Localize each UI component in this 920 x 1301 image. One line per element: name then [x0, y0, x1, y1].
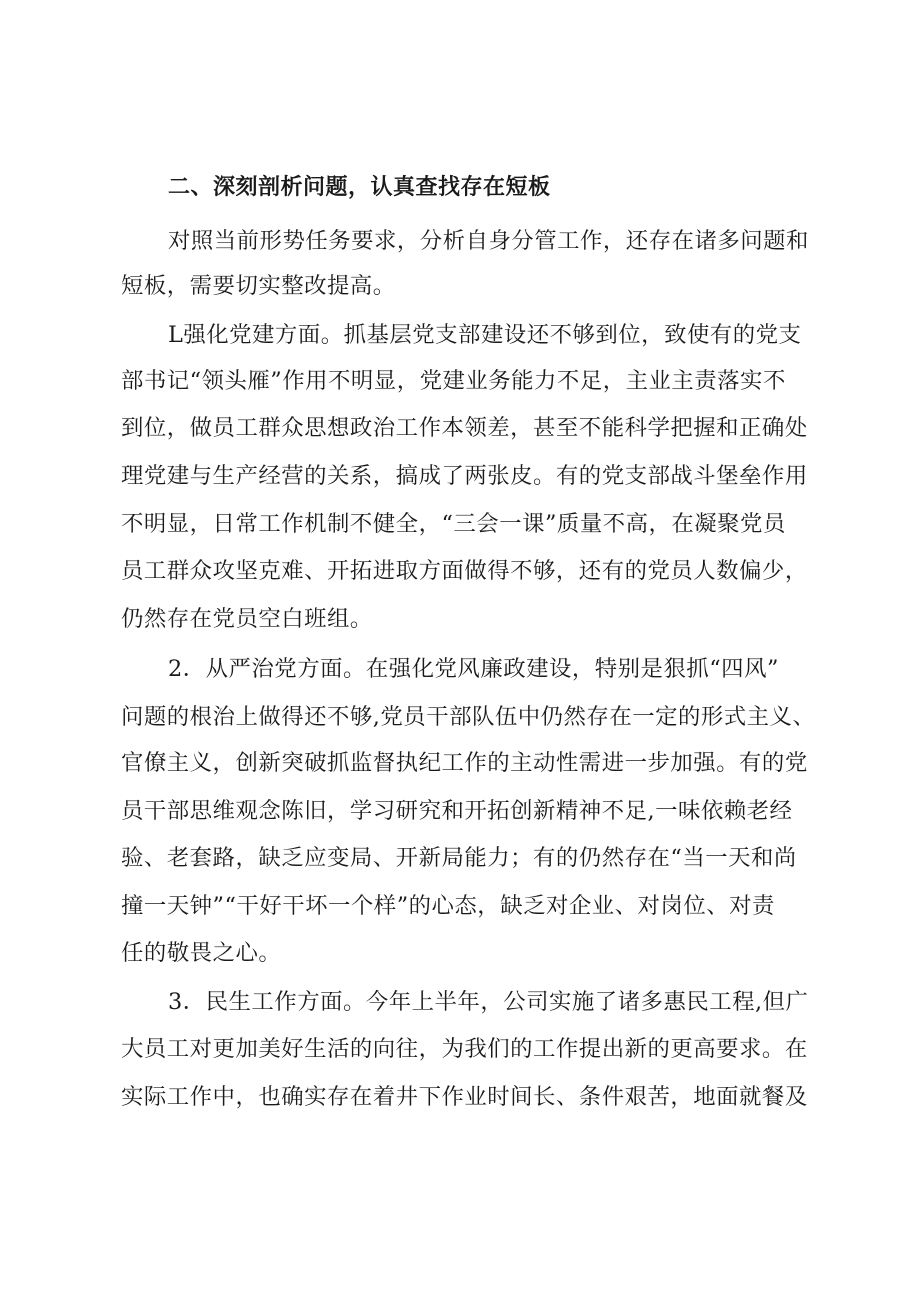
paragraph-line: 员工群众攻坚克难、开拓进取方面做得不够，还有的党员人数偏少， — [121, 558, 808, 584]
paragraph-line: 不明显，日常工作机制不健全，“三会一课”质量不高，在凝聚党员 — [121, 511, 786, 537]
paragraph-line: 短板，需要切实整改提高。 — [121, 273, 396, 299]
paragraph-line: 员干部思维观念陈旧，学习研究和开拓创新精神不足,一味依赖老经 — [121, 798, 793, 824]
paragraph-line: 部书记“领头雁”作用不明显，党建业务能力不足，主业主责落实不 — [121, 368, 786, 394]
paragraph-line: 撞一天钟”“干好干坏一个样”的心态，缺乏对企业、对岗位、对责 — [121, 893, 775, 919]
paragraph-line: 验、老套路，缺乏应变局、开新局能力；有的仍然存在“当一天和尚 — [121, 845, 797, 871]
paragraph-line: 大员工对更加美好生活的向往，为我们的工作提出新的更高要求。在 — [121, 1036, 808, 1062]
paragraph-line: 仍然存在党员空白班组。 — [121, 606, 373, 632]
paragraph-line: 3．民生工作方面。今年上半年，公司实施了诸多惠民工程,但广 — [168, 989, 809, 1015]
paragraph-line: 官僚主义，创新突破抓监督执纪工作的主动性需进一步加强。有的党 — [121, 750, 808, 776]
paragraph-line: L强化党建方面。抓基层党支部建设还不够到位，致使有的党支 — [168, 322, 802, 348]
section-heading: 二、深刻剖析问题，认真查找存在短板 — [168, 175, 551, 200]
paragraph-line: 对照当前形势任务要求，分析自身分管工作，还存在诸多问题和 — [168, 228, 809, 254]
paragraph-line: 任的敬畏之心。 — [121, 940, 282, 966]
paragraph-line: 到位，做员工群众思想政治工作本领差，甚至不能科学把握和正确处 — [121, 415, 808, 441]
paragraph-line: 实际工作中，也确实存在着井下作业时间长、条件艰苦，地面就餐及 — [121, 1084, 808, 1110]
paragraph-line: 2．从严治党方面。在强化党风廉政建设，特别是狠抓“四风” — [168, 656, 779, 682]
paragraph-line: 问题的根治上做得还不够,党员干部队伍中仍然存在一定的形式主义、 — [121, 704, 816, 730]
paragraph-line: 理党建与生产经营的关系，搞成了两张皮。有的党支部战斗堡垒作用 — [121, 463, 808, 489]
